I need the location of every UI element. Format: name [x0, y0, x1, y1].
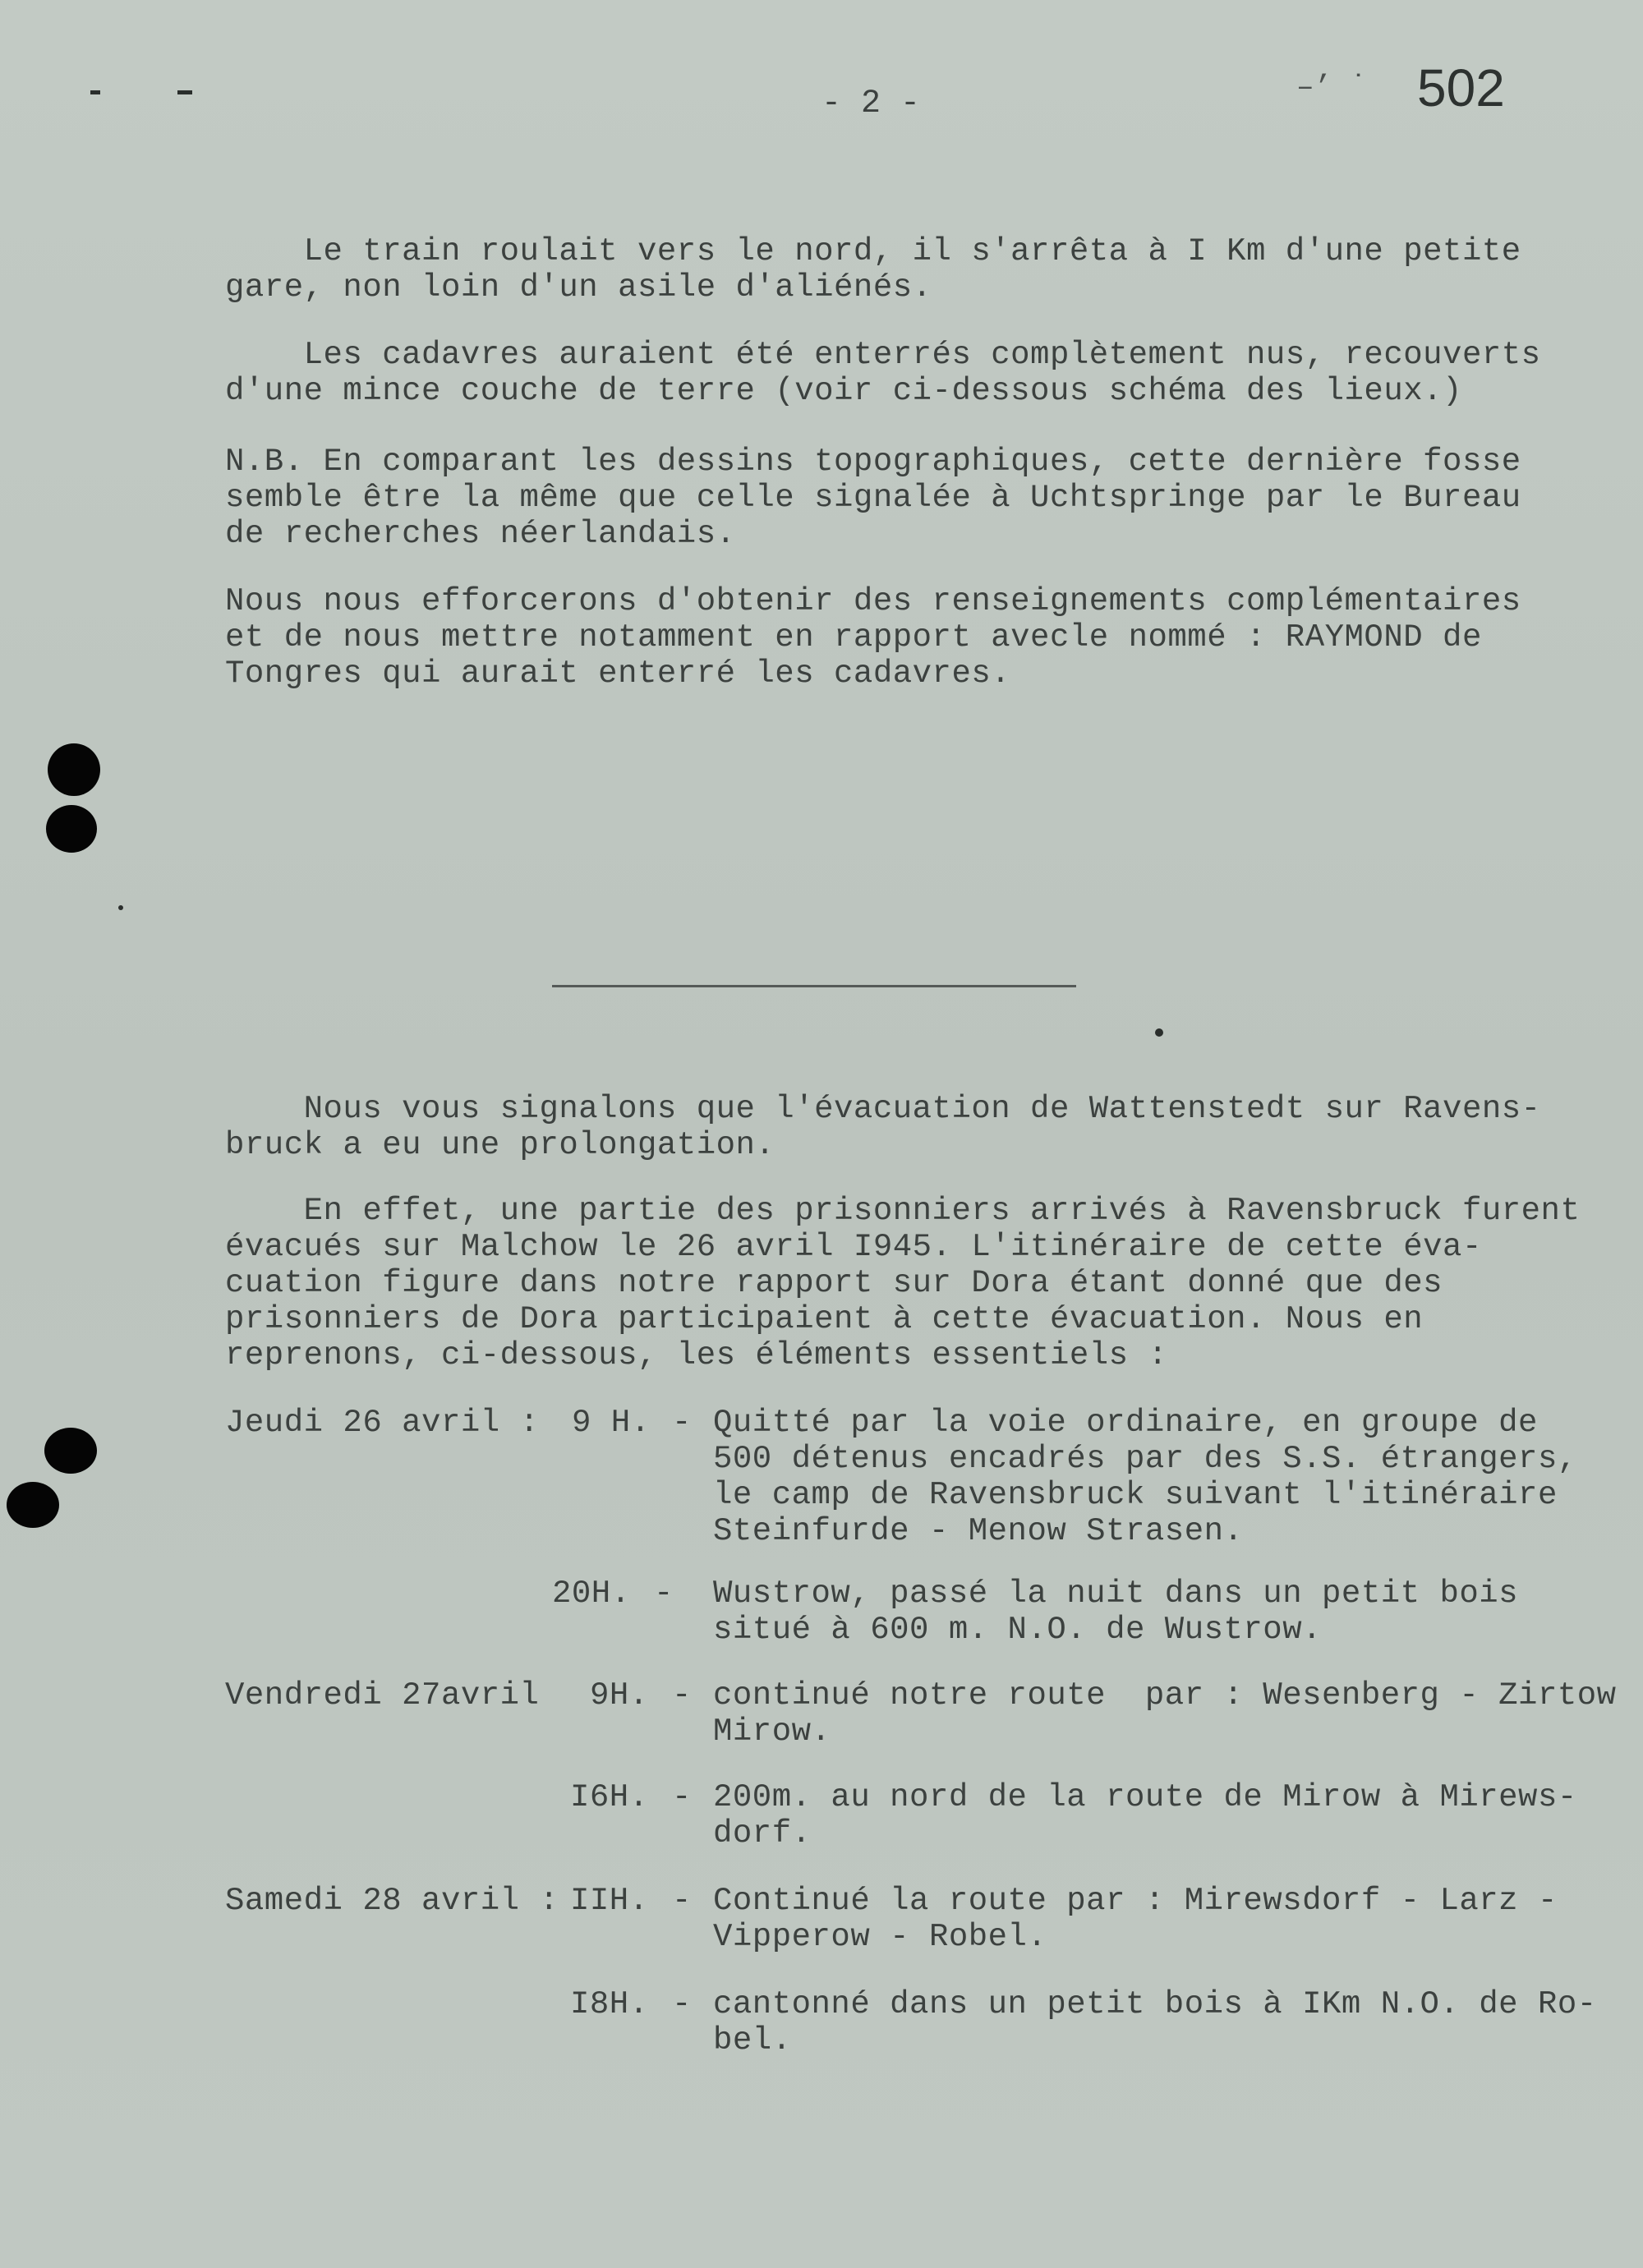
itinerary-text: continué notre route par : Wesenberg - Zirtow — [713, 1677, 1617, 1714]
itinerary-text: bel. — [713, 2022, 792, 2059]
text-line: Les cadavres auraient été enterrés complètement nus, recouverts — [225, 337, 1541, 373]
itinerary-text: cantonné dans un petit bois à IKm N.O. de Ro- — [713, 1986, 1597, 2022]
text-line: et de nous mettre notamment en rapport avecle nommé : RAYMOND de — [225, 619, 1482, 656]
document-number: 502 — [1417, 58, 1505, 117]
text-line: Nous vous signalons que l'évacuation de Wattenstedt sur Ravens- — [225, 1091, 1541, 1127]
text-line: semble être la même que celle signalée à Uchtspringe par le Bureau — [225, 480, 1521, 516]
text-line: Nous nous efforcerons d'obtenir des renseignements complémentaires — [225, 583, 1521, 619]
text-line: Le train roulait vers le nord, il s'arrêta à I Km d'une petite — [225, 233, 1521, 269]
text-line: bruck a eu une prolongation. — [225, 1127, 775, 1163]
punch-hole — [46, 805, 97, 853]
punch-hole — [7, 1482, 59, 1528]
itinerary-text: Continué la route par : Mirewsdorf - Larz - — [713, 1883, 1558, 1919]
itinerary-time: I8H. — [570, 1986, 649, 2022]
margin-mark — [90, 90, 100, 94]
page-number: - 2 - — [822, 85, 921, 122]
itinerary-time: 9H. — [590, 1677, 649, 1714]
itinerary-dash: - — [654, 1576, 674, 1612]
itinerary-time: 9 H. — [572, 1405, 651, 1441]
itinerary-day: Samedi 28 avril : — [225, 1883, 559, 1919]
text-line: N.B. En comparant les dessins topographiques, cette dernière fosse — [225, 444, 1521, 480]
itinerary-text: Quitté par la voie ordinaire, en groupe de — [713, 1405, 1538, 1441]
itinerary-dash: - — [672, 1405, 692, 1441]
itinerary-dash: - — [672, 1677, 692, 1714]
stray-dot — [118, 905, 123, 910]
text-line: évacués sur Malchow le 26 avril I945. L'itinéraire de cette éva- — [225, 1229, 1482, 1265]
itinerary-text: 500 détenus encadrés par des S.S. étrangers, — [713, 1441, 1577, 1477]
text-line: cuation figure dans notre rapport sur Dora étant donné que des — [225, 1265, 1443, 1301]
punch-hole — [48, 743, 100, 796]
itinerary-time: 20H. — [552, 1576, 631, 1612]
itinerary-day: Vendredi 27avril — [225, 1677, 540, 1714]
reference-mark: –’ ˙ — [1296, 71, 1368, 104]
margin-mark — [177, 90, 192, 94]
text-line: En effet, une partie des prisonniers arrivés à Ravensbruck furent — [225, 1193, 1581, 1229]
itinerary-text: Mirow. — [713, 1714, 831, 1750]
itinerary-time: I6H. — [570, 1779, 649, 1815]
itinerary-dash: - — [672, 1779, 692, 1815]
text-line: gare, non loin d'un asile d'aliénés. — [225, 269, 932, 306]
itinerary-time: IIH. — [570, 1883, 649, 1919]
text-line: d'une mince couche de terre (voir ci-dessous schéma des lieux.) — [225, 373, 1462, 409]
itinerary-text: dorf. — [713, 1815, 812, 1852]
punch-hole — [44, 1428, 97, 1474]
itinerary-day: Jeudi 26 avril : — [225, 1405, 540, 1441]
itinerary-text: Steinfurde - Menow Strasen. — [713, 1513, 1244, 1549]
itinerary-text: situé à 600 m. N.O. de Wustrow. — [713, 1612, 1323, 1648]
section-divider — [552, 985, 1076, 987]
itinerary-dash: - — [672, 1986, 692, 2022]
text-line: reprenons, ci-dessous, les éléments essentiels : — [225, 1337, 1168, 1373]
itinerary-text: Wustrow, passé la nuit dans un petit bois — [713, 1576, 1519, 1612]
text-line: prisonniers de Dora participaient à cette évacuation. Nous en — [225, 1301, 1424, 1337]
text-line: de recherches néerlandais. — [225, 516, 736, 552]
itinerary-text: 200m. au nord de la route de Mirow à Mirews- — [713, 1779, 1577, 1815]
stray-dot — [1155, 1028, 1163, 1037]
itinerary-text: le camp de Ravensbruck suivant l'itinéraire — [713, 1477, 1558, 1513]
itinerary-dash: - — [672, 1883, 692, 1919]
itinerary-text: Vipperow - Robel. — [713, 1919, 1047, 1955]
text-line: Tongres qui aurait enterré les cadavres. — [225, 656, 1011, 692]
